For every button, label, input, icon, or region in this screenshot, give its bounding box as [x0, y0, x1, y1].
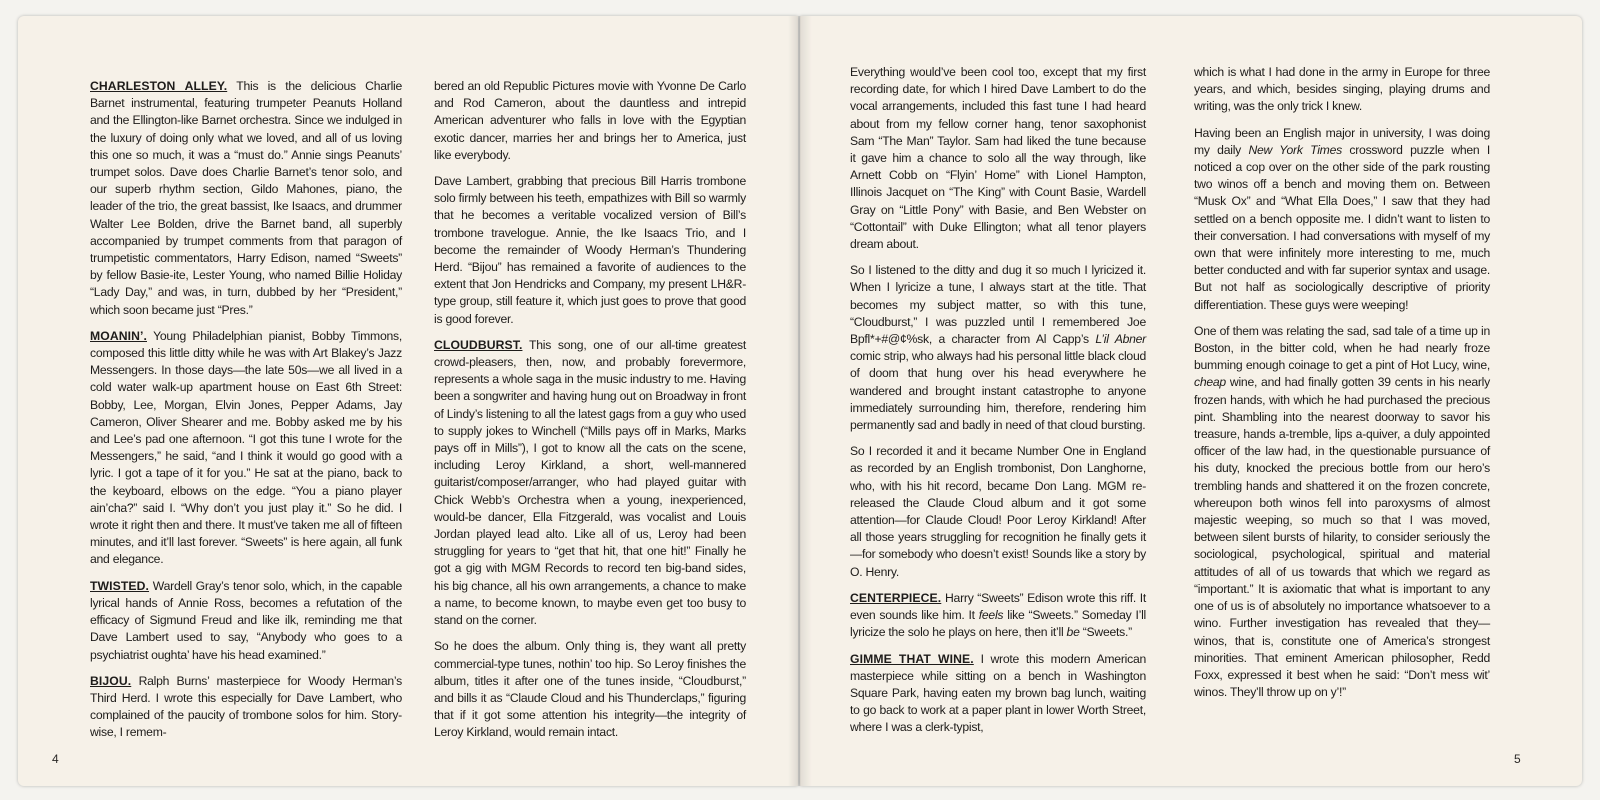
paragraph-army: which is what I had done in the army in Europe for three years, and which, besides singing, playing drums and writing, was the only trick I knew. [1194, 65, 1490, 114]
body-text: “Sweets.” [1079, 625, 1132, 640]
paragraph-bijou [90, 673, 402, 742]
paragraph-lyricize [850, 262, 1146, 434]
body-text: Harry “Sweets” Edison wrote this riff. It even sounds like him. It [850, 590, 1146, 623]
booklet-gutter [788, 16, 812, 786]
paragraph-winos-tale [1194, 323, 1490, 701]
body-text: I wrote this modern American masterpiece while sitting on a bench in Washington Square Park, having eaten my brown bag lunch, waiting to go back to work at a paper plant in lower Worth Street, where I was a clerk-typist, [850, 651, 1147, 735]
heading-gimme-that-wine: GIMME THAT WINE. [850, 651, 974, 666]
heading-charleston-alley: CHARLESTON ALLEY. [90, 79, 228, 93]
paragraph-bijou-continued: bered an old Republic Pictures movie with Yvonne De Carlo and Rod Cameron, about the dauntless and intrepid American adventurer who falls in love with the Egyptian exotic dancer, marries her and brings her to America, just like everybody. [434, 79, 746, 162]
italic-text: feels [978, 608, 1004, 623]
body-text: Having been an English major in university, I was doing my daily [1194, 125, 1490, 157]
paragraph-crossword [1194, 125, 1490, 314]
left-page-column-1 [90, 78, 402, 751]
body-text: like “Sweets.” Someday I’ll lyricize the solo he plays on here, then it’ll [850, 608, 1146, 640]
paragraph-moanin [90, 328, 402, 569]
heading-bijou: BIJOU. [90, 673, 132, 688]
paragraph-dave-lambert: Dave Lambert, grabbing that precious Bill Harris trombone solo firmly between his teeth, empathizes with Bill so warmly that he becomes a veritable vocalized version of Bill’s trombone travelogue. Annie, the Ike Isaacs Trio, and I become the remainder of Woody Herman’s Thundering Herd. “Bijou” has remained a favorite of audiences to the extent that Jon Hendricks and Company, my present LH&R-type group, still feature it, which just goes to prove that good is good forever. [434, 174, 746, 326]
body-text: One of them was relating the sad, sad tale of a time up in Boston, in the bitter cold, when he had nearly froze bumming enough coinage to get a pint of Hot Lucy, wine, [1194, 323, 1490, 373]
body-text: comic strip, who always had his personal little black cloud of doom that hung over his head everywhere he wandered and brought instant catastrophe to anyone immediately surrounding him, therefore, rendering him permanently sad and badly in need of that cloud bursting. [850, 349, 1146, 433]
paragraph-number-one: So I recorded it and it became Number One in England as recorded by an English trombonist, Don Langhorne, who, with his hit record, became Don Lang. MGM re-released the Claude Cloud album and it got some attention—for Claude Cloud! Poor Leroy Kirkland! After all those years struggling for recognition he finally gets it—for somebody who doesn’t exist! Sounds like a story by O. Henry. [850, 444, 1146, 579]
paragraph-charleston-alley [90, 78, 402, 319]
left-page-column-2 [434, 78, 746, 751]
body-text: This is the delicious Charlie Barnet instrumental, featuring trumpeter Peanuts Holland and the Ellington-like Barnet orchestra. Since we indulged in the luxury of doing only what we loved, and all of us loving this one so much, it was a “must do.” Annie sings Peanuts’ trumpet solos. Dave does Charlie Barnet’s tenor solo, and our superb rhythm section, Gildo Mahones, piano, the leader of the trio, the great bassist, Ike Isaacs, and drummer Walter Lee Bolden, drive the Barnet band, all superbly accompanied by trumpet comments from that paragon of trumpetistic commentators, Harry Edison, named “Sweets” by fellow Basie-ite, Lester Young, who named Billie Holiday “Lady Day,” and was, in turn, dubbed by her “President,” which soon became just “Pres.” [90, 79, 403, 317]
right-page-column-1 [850, 64, 1146, 746]
body-text: This song, one of our all-time greatest crowd-pleasers, then, now, and probably forevermore, represents a whole saga in the music industry to me. Having been a songwriter and having hung out on Broadway in front of Lindy’s listening to all the latest gags from a guy who used to supply jokes to Winchell (“Mills pays off in Marks, Marks pays off in Mills”), I got to know all the cats on the scene, including Leroy Kirkland, a short, well-mannered guitarist/composer/arranger, who had played guitar with Chick Webb’s Orchestra when a young, inexperienced, would-be dancer, Ella Fitzgerald, was vocalist and Louis Jordan played lead alto. Like all of us, Leroy had been struggling for years to “get that hit, that one hit!” Finally he got a gig with MGM Records to record ten big-band sides, his big chance, all his own arrangements, a chance to make a name, to become known, to maybe even get too busy to stand on the corner. [434, 337, 746, 628]
italic-text: be [1066, 625, 1080, 640]
paragraph-gimme-that-wine [850, 651, 1146, 737]
body-text: Ralph Burns’ masterpiece for Woody Herman’s Third Herd. I wrote this especially for Dave Lambert, who complained of the paucity of trombone solos for him. Story-wise, I remem- [90, 673, 402, 740]
body-text: Young Philadelphian pianist, Bobby Timmons, composed this little ditty while he was with Art Blakey’s Jazz Messengers. In those days—the late 50s—we all lived in a cold water walk-up apartment house on East 6th Street: Bobby, Lee, Morgan, Elvin Jones, Pepper Adams, Jay Cameron, Oliver Shearer and me. Bobby asked me by his and Lee’s pad one afternoon. “I got this tune I wrote for the Messengers,” he said, “and I think it would go good with a lyric. I got a tape of it for you.” He sat at the piano, back to the keyboard, elbows on the edge. “You a piano player ain’cha?” said I. “Why don’t you just play it.” So he did. I wrote it right then and there. It must’ve taken me all of fifteen minutes, and it’ll last forever. “Sweets” is here again, all funk and elegance. [90, 328, 402, 567]
body-text: wine, and had finally gotten 39 cents in his nearly frozen hands, with which he had purchased the precious pint. Shambling into the nearest doorway to savor his treasure, hands a-tremble, lips a-quiver, a duly appointed officer of the law had, in the questionable pursuance of his duty, knocked the precious bottle from our hero’s trembling hands and shattered it on the frozen concrete, whereupon both winos fell into paroxysms of almost majestic weeping, so much so that I was moved, between silent bursts of hilarity, to consider seriously the sociological, psychological, spiritual and material attitudes of all of us towards that which we regard as “important.” It is axiomatic that what is important to any one of us is of absolutely no importance whatsoever to a wino. Further investigation has revealed that they—winos, that is, constitute one of America’s strongest minorities. That eminent American philosopher, Redd Foxx, expressed it best when he said: “Don’t mess wit’ winos. They’ll throw up on y’!” [1194, 375, 1490, 700]
italic-text: cheap [1194, 375, 1226, 390]
body-text: crossword puzzle when I noticed a cop over on the other side of the park rousting two winos off a bench and moving them on. Between “Musk Ox” and “What Ella Does,” I saw that they had settled on a bench opposite me. I didn’t want to listen to their conversation. I had conversations with myself of my own that were infinitely more interesting to me, much better conducted and with far superior syntax and usage. But not half as sociologically descriptive of priority differentiation. These guys were weeping! [1194, 142, 1490, 312]
italic-text: New York Times [1248, 142, 1342, 157]
paragraph-the-album: So he does the album. Only thing is, they want all pretty commercial-type tunes, nothin’ too hip. So Leroy finishes the album, titles it after one of the tunes inside, “Cloudburst,” and bills it as “Claude Cloud and his Thunderclaps,” figuring that if it got some attention his integrity—the integrity of Leroy Kirkland, would remain intact. [434, 639, 746, 740]
heading-moanin: MOANIN’. [90, 328, 147, 343]
paragraph-recording-date: Everything would’ve been cool too, except that my first recording date, for which I hired Dave Lambert to do the vocal arrangements, included this fast tune I had heard about from my fellow corner hang, tenor saxophonist Sam “The Man” Taylor. Sam had liked the tune because it gave him a chance to solo all the way through, like Arnett Cobb on “Flyin’ Home” with Lionel Hampton, Illinois Jacquet on “The King” with Count Basie, Wardell Gray on “Little Pony” with Basie, and Ben Webster on “Cottontail” with Duke Ellington; what all tenor players dream about. [850, 65, 1146, 252]
page-number-right: 5 [1514, 752, 1521, 766]
body-text: So I listened to the ditty and dug it so much I lyricized it. When I lyricize a tune, I always start at the title. That becomes my subject matter, so with this tune, “Cloudburst,” I was puzzled until I remembered Joe Bpfl*+#@¢%sk, a character from Al Capp’s [850, 263, 1146, 347]
heading-cloudburst: CLOUDBURST. [434, 337, 523, 352]
heading-centerpiece: CENTERPIECE. [850, 590, 942, 605]
paragraph-twisted [90, 578, 402, 664]
paragraph-cloudburst [434, 337, 746, 629]
body-text: Wardell Gray’s tenor solo, which, in the capable lyrical hands of Annie Ross, becomes a refutation of the efficacy of Sigmund Freud and like ilk, reminding me that Dave Lambert used to say, “Anybody who goes to a psychiatrist oughta’ have his head examined.” [90, 578, 402, 662]
italic-text: L’il Abner [1095, 332, 1146, 347]
right-page-column-2 [1194, 64, 1490, 710]
paragraph-centerpiece [850, 590, 1146, 642]
page-number-left: 4 [52, 752, 59, 766]
heading-twisted: TWISTED. [90, 578, 150, 593]
